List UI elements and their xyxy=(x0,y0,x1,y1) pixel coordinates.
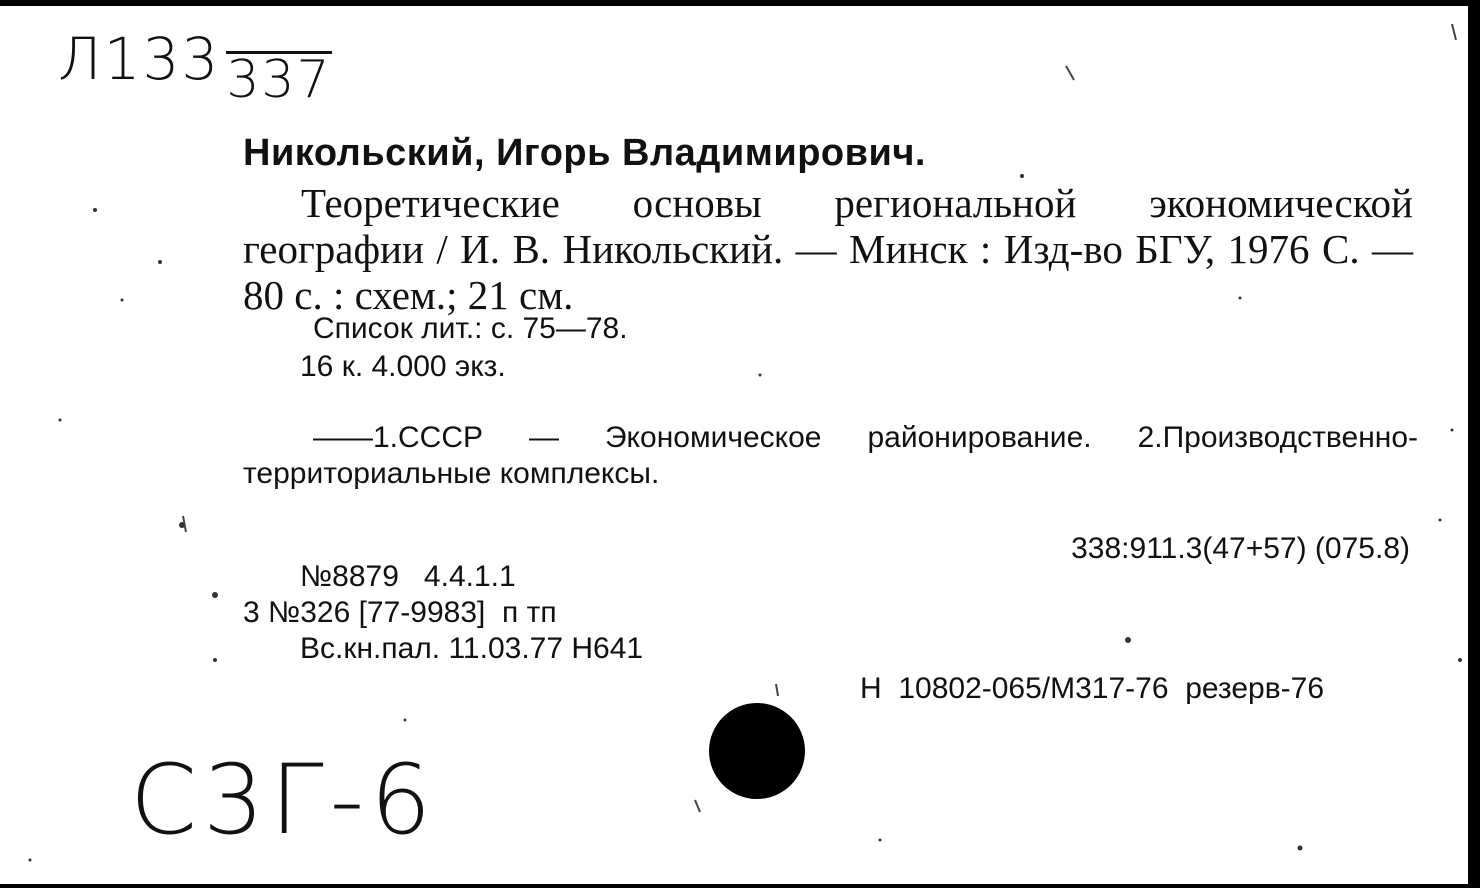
bibliography-note: Список лит.: с. 75—78. xyxy=(313,312,628,345)
catalog-line-1: №8879 4.4.1.1 xyxy=(300,560,516,593)
shelfmark-sub: 337 xyxy=(226,50,332,110)
udc-code: 338:911.3(47+57) (075.8) xyxy=(1071,532,1410,565)
catalog-line-3: Вс.кн.пал. 11.03.77 Н641 xyxy=(300,632,644,665)
handwritten-bottom-code: С3Г-6 xyxy=(130,744,438,856)
shelfmark-main: Л133 xyxy=(58,25,221,93)
handwritten-shelfmark xyxy=(58,25,332,110)
subject-headings: ——1.СССР — Экономическое районирование. 2.Производственно-территориальные комплексы. xyxy=(243,421,1418,490)
index-code: Н 10802-065/М317-76 резерв-76 xyxy=(860,672,1325,705)
punch-hole xyxy=(709,703,805,799)
catalog-line-2: 3 №326 [77-9983] п тп xyxy=(243,596,557,629)
title-description: Теоретические основы региональной экономической географии / И. В. Никольский. — Минск : Изд-во БГУ, 1976 С. — 80 с. : схем.; 21 см. xyxy=(243,180,1413,318)
author-heading: Никольский, Игорь Владимирович. xyxy=(243,132,926,174)
price-print-run: 16 к. 4.000 экз. xyxy=(300,350,506,383)
